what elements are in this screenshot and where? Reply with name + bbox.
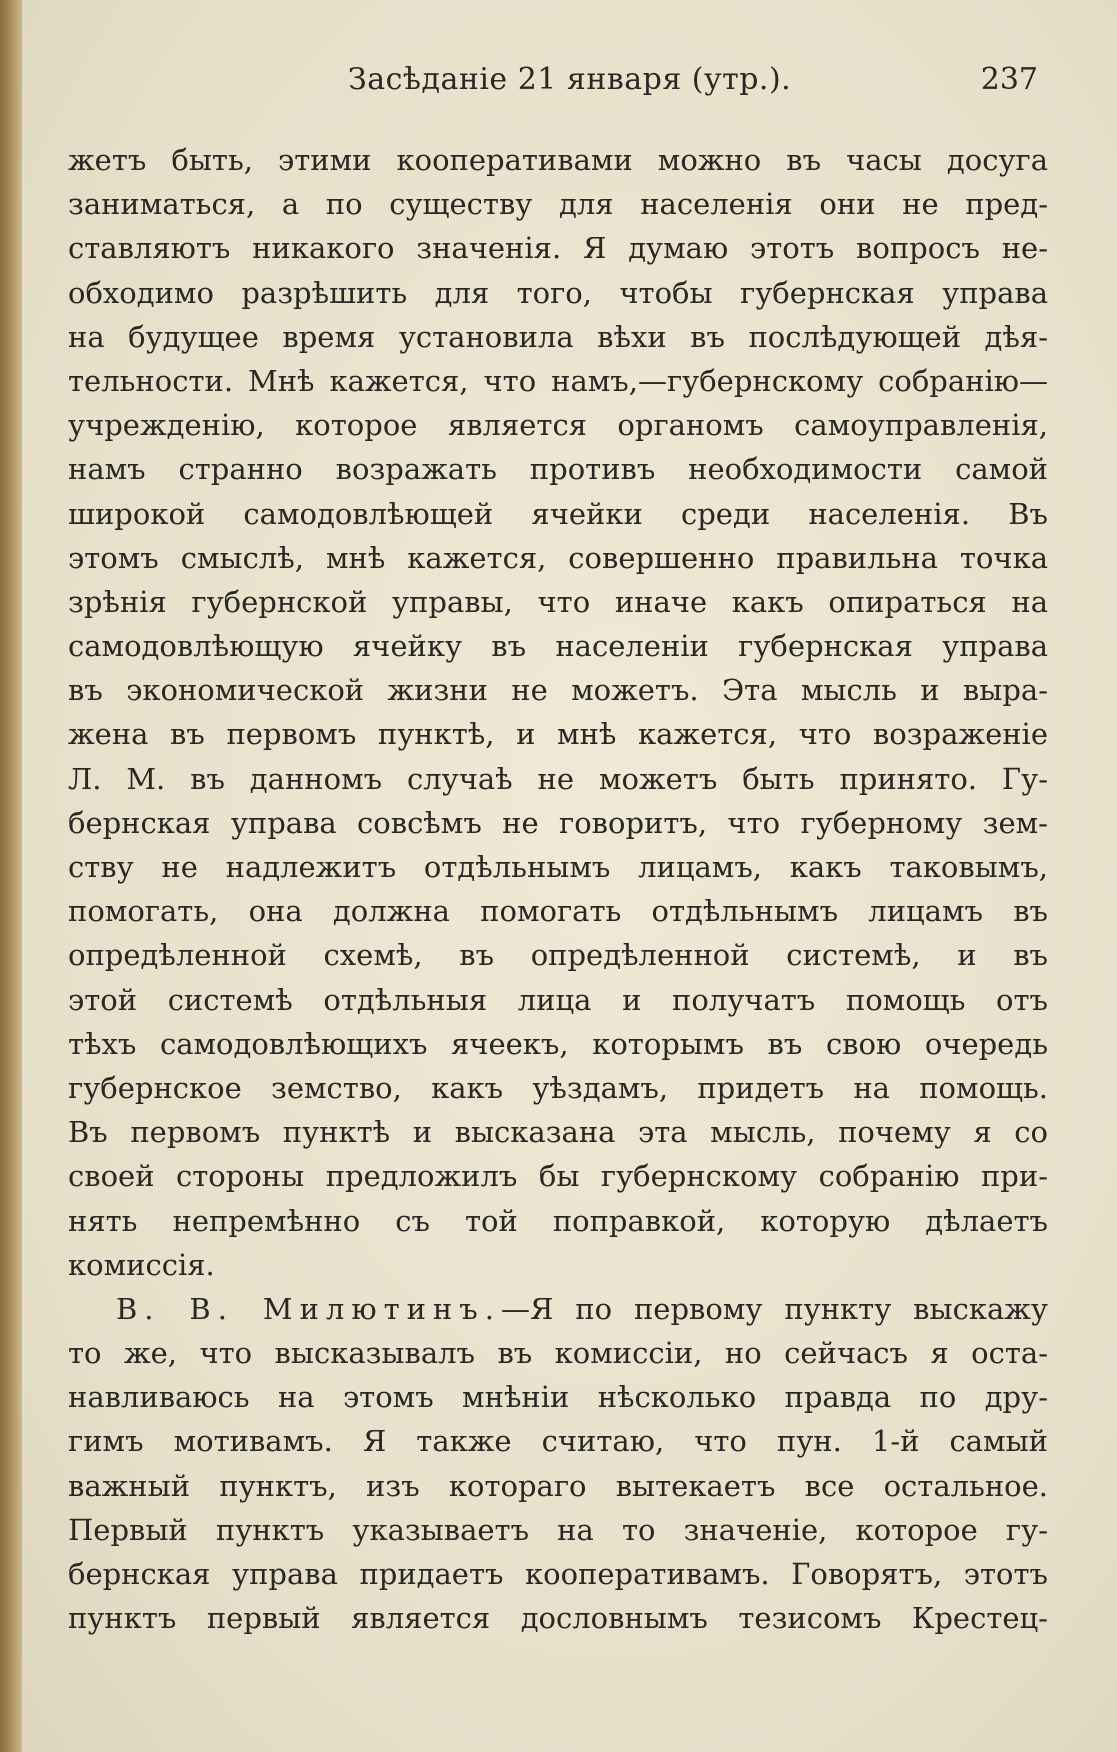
- text-line: то же, что высказывалъ въ комиссіи, но сейчасъ я оста-: [68, 1336, 1048, 1371]
- text-line: тѣхъ самодовлѣющихъ ячеекъ, которымъ въ свою очередь: [68, 1026, 1048, 1061]
- text-line: гимъ мотивамъ. Я также считаю, что пун. 1-й самый: [68, 1424, 1048, 1459]
- text-line: губернское земство, какъ уѣздамъ, придетъ на помощь.: [68, 1070, 1048, 1105]
- text-line: Первый пунктъ указываетъ на то значеніе, которое гу-: [68, 1512, 1048, 1547]
- text-line: навливаюсь на этомъ мнѣніи нѣсколько правда по дру-: [68, 1380, 1048, 1415]
- text-line: обходимо разрѣшить для того, чтобы губернская управа: [68, 275, 1048, 310]
- text-line: жена въ первомъ пунктѣ, и мнѣ кажется, что возраженіе: [68, 717, 1048, 752]
- text-line: учрежденію, которое является органомъ самоуправленія,: [68, 408, 1048, 443]
- text-line: этомъ смыслѣ, мнѣ кажется, совершенно правильна точка: [68, 540, 1048, 575]
- text-line: на будущее время установила вѣхи въ послѣдующей дѣя-: [68, 319, 1048, 354]
- page-number: 237: [980, 62, 1038, 97]
- text-line: важный пунктъ, изъ котораго вытекаетъ все остальное.: [68, 1468, 1048, 1503]
- text-line: самодовлѣющую ячейку въ населеніи губернская управа: [68, 629, 1048, 664]
- running-head: [68, 62, 1038, 102]
- running-title: Засѣданіе 21 января (утр.).: [348, 62, 792, 97]
- body-text: [68, 138, 1048, 1640]
- text-line: намъ странно возражать противъ необходимости самой: [68, 452, 1048, 487]
- text-line: жетъ быть, этими кооперативами можно въ часы досуга: [68, 143, 1048, 177]
- book-spine: [0, 0, 22, 1752]
- text-line: своей стороны предложилъ бы губернскому собранію при-: [68, 1159, 1048, 1194]
- text-line: пунктъ первый является дословнымъ тезисомъ Крестец-: [68, 1601, 1048, 1636]
- text-line: заниматься, а по существу для населенія они не пред-: [68, 187, 1048, 222]
- text-line: бернская управа совсѣмъ не говоритъ, что губерному зем-: [68, 805, 1048, 840]
- text-line: широкой самодовлѣющей ячейки среди населенія. Въ: [68, 496, 1048, 531]
- text-line: опредѣленной схемѣ, въ опредѣленной системѣ, и въ: [68, 938, 1048, 973]
- text-line: ставляютъ никакого значенія. Я думаю этотъ вопросъ не-: [68, 231, 1048, 266]
- text-line: тельности. Мнѣ кажется, что намъ,—губернскому собранію—: [68, 363, 1048, 398]
- text-line: помогать, она должна помогать отдѣльнымъ лицамъ въ: [68, 894, 1048, 929]
- speech-text: —Я по первому пункту выскажу: [500, 1291, 1048, 1326]
- speech-first-line: [68, 1287, 1048, 1331]
- text-line: бернская управа придаетъ кооперативамъ. Говорятъ, этотъ: [68, 1557, 1048, 1591]
- text-line: въ экономической жизни не можетъ. Эта мысль и выра-: [68, 673, 1048, 708]
- text-line: ству не надлежитъ отдѣльнымъ лицамъ, какъ таковымъ,: [68, 850, 1048, 884]
- text-line: комиссія.: [68, 1247, 215, 1282]
- text-line: Л. М. въ данномъ случаѣ не можетъ быть принято. Гу-: [68, 761, 1048, 796]
- text-line: Въ первомъ пунктѣ и высказана эта мысль, почему я со: [68, 1115, 1048, 1150]
- text-line: зрѣнія губернской управы, что иначе какъ опираться на: [68, 584, 1048, 619]
- speaker-name: В. В. Милютинъ.: [116, 1291, 501, 1326]
- text-line: этой системѣ отдѣльныя лица и получатъ помощь отъ: [68, 982, 1048, 1017]
- text-line: нять непремѣнно съ той поправкой, которую дѣлаетъ: [68, 1203, 1048, 1238]
